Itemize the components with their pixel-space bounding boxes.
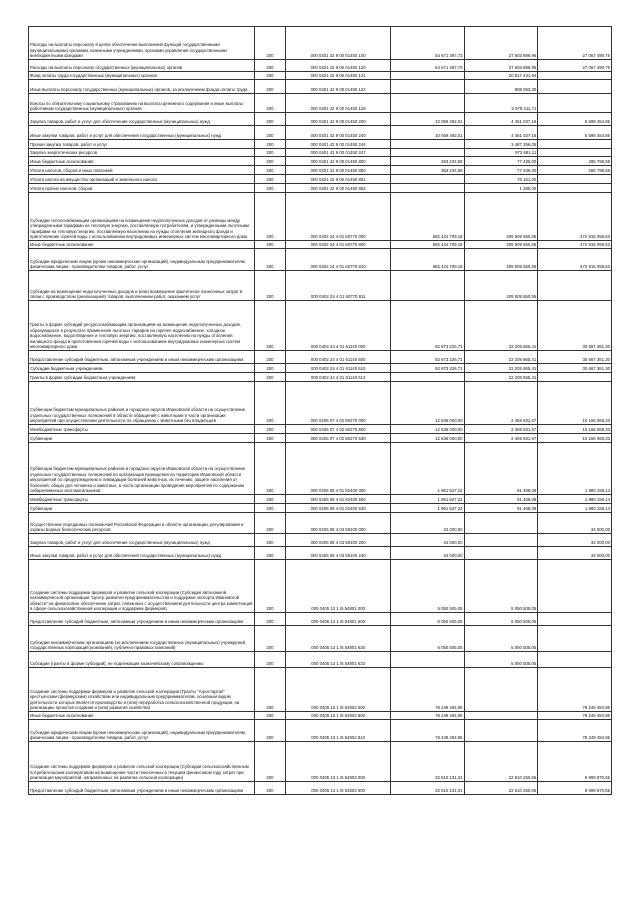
row-unexecuted-cell: 10 166 068,33 [538, 425, 612, 434]
row-kbk-cell: 000 0402 24 4 01 60770 811 [286, 271, 391, 301]
row-approved-cell [390, 271, 464, 301]
row-unexecuted-cell: 30 667 361,30 [538, 301, 612, 351]
row-kbk-cell: 000 0401 42 9 00 01450 240 [286, 126, 391, 140]
row-executed-cell: 973 681,11 [464, 149, 538, 157]
row-code-cell: 200 [254, 149, 286, 157]
row-kbk-cell: 000 0401 42 9 00 01450 122 [286, 80, 391, 94]
row-code-cell: 200 [254, 301, 286, 351]
row-unexecuted-cell: 285 798,59 [538, 157, 612, 166]
table-row [29, 241, 612, 249]
row-name-cell: Уплата налога на имущество организаций и земельного налога [29, 175, 255, 184]
row-code-cell: 200 [254, 382, 286, 425]
row-kbk-cell: 000 0402 24 4 01 60770 810 [286, 249, 391, 271]
row-kbk-cell: 000 0405 08 4 03 59100 200 [286, 534, 391, 547]
row-unexecuted-cell: 78 249 494,95 [538, 668, 612, 712]
row-approved-cell: 682 424 709,18 [390, 193, 464, 241]
row-name-cell: Расходы на выплаты персоналу в целях обеспечения выполнения функций государственными (муниципальными) органами, казенными учреждениями, органами управления государственными внебюджетными фондами [29, 27, 255, 60]
table-row [29, 712, 612, 720]
table-body [29, 27, 612, 795]
row-approved-cell: 1 961 627,22 [390, 495, 464, 504]
row-kbk-cell: 000 0402 24 4 01 61140 613 [286, 373, 391, 382]
table-row [29, 301, 612, 351]
row-unexecuted-cell: 472 915 058,63 [538, 241, 612, 249]
row-executed-cell: 81 468,08 [464, 504, 538, 513]
table-row [29, 513, 612, 534]
table-row [29, 504, 612, 513]
row-name-cell: Межбюджетные трансферты [29, 495, 255, 504]
row-name-cell: Создание системы поддержки фермеров и развитие сельской кооперации (Субсидия автономной некоммерческой организации "Центр развития предпринимательства и поддержки экспорта Ивановской области" на финансовое обеспечение затрат, связанных с осуществлением деятельности центра компетенций в сфере сельскохозяйственной кооперации и поддержки фермеров) [29, 560, 255, 613]
row-name-cell: Субвенции [29, 504, 255, 513]
row-code-cell: 200 [254, 668, 286, 712]
table-row [29, 652, 612, 668]
table-row [29, 560, 612, 613]
row-code-cell: 200 [254, 560, 286, 613]
row-unexecuted-cell [538, 80, 612, 94]
row-kbk-cell: 000 0405 07 4 02 80270 530 [286, 434, 391, 443]
row-code-cell: 200 [254, 113, 286, 126]
row-kbk-cell: 000 0405 13 1 I5 54801 000 [286, 560, 391, 613]
row-kbk-cell: 000 0401 42 9 00 01450 100 [286, 27, 391, 60]
row-kbk-cell: 000 0401 42 9 00 01450 247 [286, 149, 391, 157]
row-executed-cell [464, 513, 538, 534]
row-unexecuted-cell [538, 652, 612, 668]
row-kbk-cell: 000 0401 42 9 00 01450 850 [286, 166, 391, 175]
row-unexecuted-cell: 78 249 494,95 [538, 720, 612, 742]
row-name-cell: Фонд оплаты труда государственных (муниципальных) органов [29, 72, 255, 80]
row-code-cell: 200 [254, 351, 286, 364]
row-executed-cell [464, 720, 538, 742]
row-unexecuted-cell: 27 067 490,75 [538, 27, 612, 60]
row-unexecuted-cell: 1 880 159,14 [538, 443, 612, 495]
row-executed-cell: 4 461 037,16 [464, 113, 538, 126]
row-code-cell: 200 [254, 94, 286, 113]
row-executed-cell [464, 534, 538, 547]
table-row [29, 175, 612, 184]
row-code-cell: 200 [254, 652, 286, 668]
row-code-cell: 200 [254, 626, 286, 652]
row-code-cell: 200 [254, 80, 286, 94]
row-approved-cell [390, 94, 464, 113]
row-approved-cell [390, 184, 464, 193]
row-executed-cell: 77 436,00 [464, 157, 538, 166]
row-executed-cell: 4 461 037,16 [464, 126, 538, 140]
row-name-cell: Прочая закупка товаров, работ и услуг [29, 140, 255, 149]
row-code-cell: 200 [254, 425, 286, 434]
row-name-cell: Закупка энергетических ресурсов [29, 149, 255, 157]
row-executed-cell: 3 487 356,05 [464, 140, 538, 149]
row-approved-cell [390, 652, 464, 668]
table-row [29, 27, 612, 60]
row-approved-cell: 1 961 627,22 [390, 504, 464, 513]
row-kbk-cell: 000 0402 24 4 01 61140 610 [286, 364, 391, 373]
table-row [29, 193, 612, 241]
row-kbk-cell: 000 0401 42 9 00 01450 852 [286, 184, 391, 193]
row-code-cell: 200 [254, 193, 286, 241]
row-executed-cell: 22 510 260,66 [464, 742, 538, 782]
row-unexecuted-cell [538, 72, 612, 80]
row-name-cell: Предоставление субсидий бюджетным, автономным учреждениям и иным некоммерческим организациям [29, 782, 255, 795]
row-kbk-cell: 000 0401 42 9 00 01450 121 [286, 72, 391, 80]
row-kbk-cell: 000 0405 13 1 I5 54803 000 [286, 742, 391, 782]
row-executed-cell [464, 668, 538, 712]
row-approved-cell: 78 249 494,95 [390, 720, 464, 742]
row-name-cell: Субсидии некоммерческим организациям (за исключением государственных (муниципальных) учреждений, государственных корпораций (компаний), публично-правовых компаний) [29, 626, 255, 652]
table-row [29, 382, 612, 425]
row-name-cell: Осуществление переданных полномочий Российской Федерации в области организации, регулирования и охраны водных биологических ресурсов [29, 513, 255, 534]
budget-execution-table [28, 26, 612, 795]
row-code-cell: 200 [254, 534, 286, 547]
row-name-cell: Иные закупки товаров, работ и услуг для обеспечения государственных (муниципальных) нужд [29, 126, 255, 140]
row-name-cell: Субсидии на возмещение недополученных доходов и (или) возмещение фактически понесенных затрат в связи с производством (реализацией) товаров, выполнением работ, оказанием услуг [29, 271, 255, 301]
table-row [29, 94, 612, 113]
row-unexecuted-cell: 9 999 870,65 [538, 782, 612, 795]
table-row [29, 720, 612, 742]
row-code-cell: 200 [254, 72, 286, 80]
row-code-cell: 200 [254, 60, 286, 72]
table-row [29, 742, 612, 782]
row-approved-cell [390, 80, 464, 94]
table-row [29, 271, 612, 301]
row-executed-cell: 77 436,00 [464, 166, 538, 175]
row-executed-cell: 81 468,08 [464, 443, 538, 495]
row-unexecuted-cell [538, 184, 612, 193]
row-approved-cell [390, 373, 464, 382]
row-name-cell: Создание системы поддержки фермеров и развитие сельской кооперации (Гранты "Агростартап" крестьянским (фермерским) хозяйствам или индивидуальным предпринимателям, основным видом деятельности которых является производство и (или) переработка сельскохозяйственной продукции, на реализацию проектов создания и (или) развития хозяйства) [29, 668, 255, 712]
row-unexecuted-cell [538, 175, 612, 184]
table-row [29, 782, 612, 795]
row-name-cell: Субвенции бюджетам муниципальных районов и городских округов Ивановской области на осуществление отдельных государственных полномочий по организации проведения на территории Ивановской области мероприятий по предупреждению и ликвидации болезней животных, их лечению, защите населения от болезней, общих для человека и животных, в части организации проведения мероприятий по содержанию сибиреязвенных скотомогильников [29, 443, 255, 495]
row-name-cell: Субсидии юридическим лицам (кроме некоммерческих организаций), индивидуальным предпринимателям, физическим лицам - производителям товаров, работ, услуг [29, 249, 255, 271]
row-code-cell: 200 [254, 373, 286, 382]
row-kbk-cell: 000 0402 24 4 01 61140 600 [286, 351, 391, 364]
row-executed-cell: 209 509 650,55 [464, 193, 538, 241]
row-kbk-cell: 000 0405 08 4 01 82400 530 [286, 504, 391, 513]
row-kbk-cell: 000 0401 42 9 00 01450 244 [286, 140, 391, 149]
row-approved-cell [390, 140, 464, 149]
row-name-cell: Гранты в форме субсидии бюджетным учреждениям [29, 373, 255, 382]
row-code-cell: 200 [254, 271, 286, 301]
row-unexecuted-cell: 472 915 058,63 [538, 193, 612, 241]
table-row [29, 184, 612, 193]
row-code-cell: 200 [254, 782, 286, 795]
row-code-cell: 200 [254, 157, 286, 166]
row-approved-cell: 52 873 226,71 [390, 351, 464, 364]
row-approved-cell: 363 234,59 [390, 157, 464, 166]
row-executed-cell: 81 468,08 [464, 495, 538, 504]
table-row [29, 166, 612, 175]
row-code-cell: 200 [254, 712, 286, 720]
row-name-cell: Субсидии теплоснабжающим организациям на возмещение недополученных доходов от разницы между утвержденными тарифами на тепловую энергию, поставляемую потребителям, и утвержденными льготными тарифами на тепловую энергию, поставляемую населению на нужды отопления жилищного фонда и приготовление горячей воды с использованием внутридомовых инженерных систем многоквартирного дома [29, 193, 255, 241]
table-row [29, 626, 612, 652]
row-name-cell: Гранты в форме субсидий ресурсоснабжающим организациям на возмещение недополученных доходов, образующихся в результате применения льготных тарифов на горячее водоснабжение, холодное водоснабжение, водоотведение и тепловую энергию, поставляемую населению на нужды отопления жилищного фонда и приготовления горячей воды с использованием внутридомовых инженерных систем многоквартирного дома [29, 301, 255, 351]
row-executed-cell: 209 509 650,55 [464, 271, 538, 301]
row-executed-cell: 2 469 931,67 [464, 382, 538, 425]
row-unexecuted-cell: 10 166 068,33 [538, 434, 612, 443]
row-executed-cell: 22 205 865,41 [464, 301, 538, 351]
table-row [29, 373, 612, 382]
row-executed-cell: 5 050 505,05 [464, 560, 538, 613]
row-unexecuted-cell [538, 94, 612, 113]
row-kbk-cell: 000 0405 07 4 02 80270 500 [286, 425, 391, 434]
row-approved-cell: 32 510 131,31 [390, 742, 464, 782]
row-code-cell: 200 [254, 613, 286, 626]
row-executed-cell: 20 817 431,94 [464, 72, 538, 80]
row-name-cell: Субсидии (гранты в форме субсидий), не подлежащие казначейскому сопровождению [29, 652, 255, 668]
row-name-cell: Создание системы поддержки фермеров и развитие сельской кооперации (Субсидии сельскохозяйственным потребительским кооперативам на возмещение части понесенных в текущем финансовом году затрат при реализации мероприятий, направленных на развитие сельской кооперации) [29, 742, 255, 782]
row-unexecuted-cell: 9 999 870,65 [538, 742, 612, 782]
row-approved-cell: 34 000,00 [390, 534, 464, 547]
row-executed-cell: 22 205 865,41 [464, 351, 538, 364]
row-code-cell: 200 [254, 175, 286, 184]
row-unexecuted-cell: 34 000,00 [538, 547, 612, 560]
row-unexecuted-cell: 78 249 494,95 [538, 712, 612, 720]
row-executed-cell: 5 050 505,05 [464, 613, 538, 626]
row-name-cell: Иные закупки товаров, работ и услуг для обеспечения государственных (муниципальных) нужд [29, 547, 255, 560]
table-row [29, 443, 612, 495]
table-row [29, 495, 612, 504]
row-executed-cell: 76 151,00 [464, 175, 538, 184]
row-unexecuted-cell [538, 271, 612, 301]
row-approved-cell: 52 873 226,71 [390, 364, 464, 373]
table-row [29, 72, 612, 80]
row-name-cell: Предоставление субсидий бюджетным, автономным учреждениям и иным некоммерческим организациям [29, 613, 255, 626]
table-row [29, 425, 612, 434]
table-row [29, 613, 612, 626]
row-executed-cell [464, 547, 538, 560]
row-code-cell: 200 [254, 443, 286, 495]
table-row [29, 80, 612, 94]
row-unexecuted-cell [538, 626, 612, 652]
row-code-cell: 200 [254, 504, 286, 513]
row-code-cell: 200 [254, 126, 286, 140]
row-executed-cell: 2 469 931,67 [464, 425, 538, 434]
row-name-cell: Иные бюджетные ассигнования [29, 712, 255, 720]
row-name-cell: Предоставление субсидий бюджетным, автономным учреждениям и иным некоммерческим организациям [29, 351, 255, 364]
table-row [29, 140, 612, 149]
row-approved-cell: 12 636 000,00 [390, 425, 464, 434]
row-executed-cell: 22 510 260,66 [464, 782, 538, 795]
table-row [29, 113, 612, 126]
table-row [29, 351, 612, 364]
row-code-cell: 200 [254, 241, 286, 249]
row-name-cell: Субвенции бюджетам муниципальных районов и городских округов Ивановской области на осуществление отдельных государственных полномочий в области обращения с животными в части организации мероприятий при осуществлении деятельности по обращению с животными без владельцев [29, 382, 255, 425]
row-name-cell: Расходы на выплаты персоналу государственных (муниципальных) органов [29, 60, 255, 72]
table-row [29, 149, 612, 157]
row-code-cell: 200 [254, 434, 286, 443]
row-kbk-cell: 000 0405 08 4 01 82400 500 [286, 495, 391, 504]
table-row [29, 668, 612, 712]
row-executed-cell: 209 509 650,55 [464, 249, 538, 271]
row-kbk-cell: 000 0405 13 1 I5 54801 600 [286, 613, 391, 626]
row-approved-cell: 682 424 709,18 [390, 241, 464, 249]
row-name-cell: Взносы по обязательному социальному страхованию на выплаты денежного содержания и иные выплаты работникам государственных (муниципальных) органов [29, 94, 255, 113]
row-name-cell: Уплата прочих налогов, сборов [29, 184, 255, 193]
row-approved-cell: 52 873 226,71 [390, 301, 464, 351]
row-unexecuted-cell [538, 373, 612, 382]
row-name-cell: Субвенции [29, 434, 255, 443]
row-unexecuted-cell: 285 798,59 [538, 166, 612, 175]
row-kbk-cell: 000 0405 13 1 I5 54802 810 [286, 720, 391, 742]
row-code-cell: 200 [254, 184, 286, 193]
row-kbk-cell: 000 0405 08 4 03 59100 240 [286, 547, 391, 560]
row-approved-cell: 682 424 709,18 [390, 249, 464, 271]
row-code-cell: 200 [254, 364, 286, 373]
row-kbk-cell: 000 0405 08 4 01 82400 000 [286, 443, 391, 495]
row-name-cell: Закупка товаров, работ и услуг для обеспечения государственных (муниципальных) нужд [29, 113, 255, 126]
table-row [29, 434, 612, 443]
budget-report-page [28, 26, 612, 795]
row-approved-cell: 78 249 494,95 [390, 712, 464, 720]
row-approved-cell: 5 050 505,05 [390, 560, 464, 613]
row-approved-cell: 10 059 492,01 [390, 113, 464, 126]
row-name-cell: Иные бюджетные ассигнования [29, 241, 255, 249]
row-unexecuted-cell: 30 667 361,30 [538, 351, 612, 364]
row-name-cell: Иные бюджетные ассигнования [29, 157, 255, 166]
row-approved-cell: 363 234,59 [390, 166, 464, 175]
row-kbk-cell: 000 0405 08 4 03 59100 000 [286, 513, 391, 534]
row-code-cell: 200 [254, 513, 286, 534]
row-name-cell: Закупка товаров, работ и услуг для обеспечения государственных (муниципальных) нужд [29, 534, 255, 547]
row-approved-cell: 10 059 492,01 [390, 126, 464, 140]
row-code-cell: 200 [254, 495, 286, 504]
row-executed-cell: 5 050 505,05 [464, 626, 538, 652]
row-kbk-cell: 000 0402 24 4 01 61140 000 [286, 301, 391, 351]
row-name-cell: Уплата налогов, сборов и иных платежей [29, 166, 255, 175]
row-kbk-cell: 000 0405 13 1 I5 54801 633 [286, 652, 391, 668]
row-kbk-cell: 000 0405 13 1 I5 54802 800 [286, 712, 391, 720]
row-approved-cell: 54 671 397,73 [390, 60, 464, 72]
row-code-cell: 200 [254, 140, 286, 149]
row-unexecuted-cell: 1 880 159,14 [538, 495, 612, 504]
row-code-cell: 200 [254, 249, 286, 271]
row-kbk-cell: 000 0401 42 9 00 01450 129 [286, 94, 391, 113]
row-executed-cell: 808 053,30 [464, 80, 538, 94]
row-kbk-cell: 000 0405 07 4 02 80270 000 [286, 382, 391, 425]
row-executed-cell: 27 603 896,96 [464, 60, 538, 72]
row-approved-cell: 54 671 397,73 [390, 27, 464, 60]
row-executed-cell: 22 205 865,41 [464, 364, 538, 373]
row-name-cell: Межбюджетные трансферты [29, 425, 255, 434]
row-kbk-cell: 000 0402 24 4 01 60770 000 [286, 193, 391, 241]
row-unexecuted-cell [538, 140, 612, 149]
row-executed-cell: 27 603 896,96 [464, 27, 538, 60]
row-executed-cell [464, 712, 538, 720]
table-row [29, 249, 612, 271]
row-executed-cell: 5 050 505,05 [464, 652, 538, 668]
row-name-cell: Субсидии бюджетным учреждениям [29, 364, 255, 373]
row-approved-cell: 5 050 505,05 [390, 613, 464, 626]
row-approved-cell: 5 050 505,05 [390, 626, 464, 652]
table-row [29, 126, 612, 140]
row-approved-cell: 34 000,00 [390, 547, 464, 560]
row-executed-cell: 5 978 411,71 [464, 94, 538, 113]
row-kbk-cell: 000 0405 13 1 I5 54803 600 [286, 782, 391, 795]
row-unexecuted-cell: 5 598 454,85 [538, 113, 612, 126]
table-row [29, 534, 612, 547]
row-executed-cell: 2 469 931,67 [464, 434, 538, 443]
table-row [29, 364, 612, 373]
row-executed-cell: 1 285,00 [464, 184, 538, 193]
row-approved-cell [390, 175, 464, 184]
row-unexecuted-cell [538, 560, 612, 613]
row-approved-cell: 78 249 494,95 [390, 668, 464, 712]
row-kbk-cell: 000 0401 42 9 00 01450 800 [286, 157, 391, 166]
row-executed-cell: 22 205 865,41 [464, 373, 538, 382]
row-unexecuted-cell: 30 667 361,30 [538, 364, 612, 373]
row-unexecuted-cell [538, 149, 612, 157]
row-unexecuted-cell: 34 000,00 [538, 534, 612, 547]
row-name-cell: Иные выплаты персоналу государственных (муниципальных) органов, за исключением фонда оплаты труда [29, 80, 255, 94]
row-kbk-cell: 000 0405 13 1 I5 54802 000 [286, 668, 391, 712]
row-kbk-cell: 000 0405 13 1 I5 54801 630 [286, 626, 391, 652]
row-kbk-cell: 000 0402 24 4 01 60770 800 [286, 241, 391, 249]
row-code-cell: 200 [254, 742, 286, 782]
row-approved-cell: 32 510 131,31 [390, 782, 464, 795]
row-executed-cell: 209 509 650,55 [464, 241, 538, 249]
row-approved-cell: 34 000,00 [390, 513, 464, 534]
row-unexecuted-cell: 34 000,00 [538, 513, 612, 534]
row-approved-cell: 12 636 000,00 [390, 382, 464, 425]
row-code-cell: 200 [254, 27, 286, 60]
row-code-cell: 200 [254, 166, 286, 175]
row-unexecuted-cell: 5 598 454,85 [538, 126, 612, 140]
row-unexecuted-cell: 1 880 159,14 [538, 504, 612, 513]
row-code-cell: 200 [254, 720, 286, 742]
row-unexecuted-cell: 27 067 490,75 [538, 60, 612, 72]
row-kbk-cell: 000 0401 42 9 00 01450 851 [286, 175, 391, 184]
row-kbk-cell: 000 0401 42 9 00 01450 120 [286, 60, 391, 72]
row-unexecuted-cell: 472 915 058,63 [538, 249, 612, 271]
table-row [29, 547, 612, 560]
row-approved-cell: 12 636 000,00 [390, 434, 464, 443]
row-unexecuted-cell [538, 613, 612, 626]
row-kbk-cell: 000 0401 42 9 00 01450 200 [286, 113, 391, 126]
table-row [29, 157, 612, 166]
row-approved-cell [390, 149, 464, 157]
row-approved-cell [390, 72, 464, 80]
table-row [29, 60, 612, 72]
row-name-cell: Субсидии юридическим лицам (кроме некоммерческих организаций), индивидуальным предпринимателям, физическим лицам - производителям товаров, работ, услуг [29, 720, 255, 742]
row-code-cell: 200 [254, 547, 286, 560]
row-unexecuted-cell: 10 166 068,33 [538, 382, 612, 425]
row-approved-cell: 1 961 627,22 [390, 443, 464, 495]
